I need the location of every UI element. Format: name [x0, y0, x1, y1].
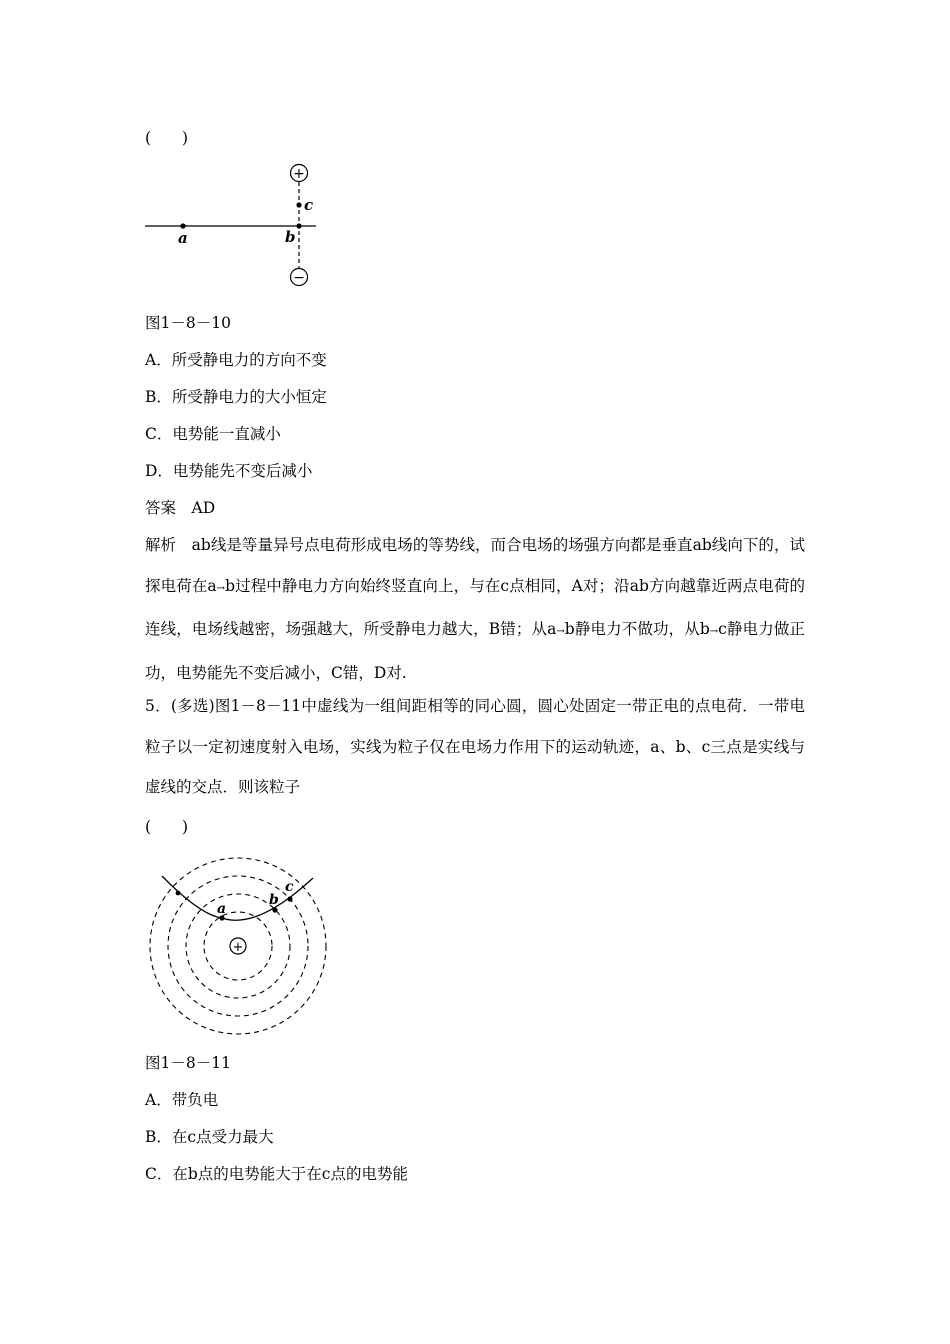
q4-analysis — [145, 525, 805, 693]
analysis-part-2: b过程中静电力方向始终竖直向上，与在c点相同，A对；沿ab方向越靠近两点电荷的连线，电场线越密，场强越大，所受静电力越大，B错；从a — [145, 576, 805, 638]
q4-answer-paren: ( ) — [145, 129, 189, 147]
arrow-icon: → — [216, 582, 226, 594]
center-charge-sign: + — [232, 940, 244, 955]
figure-caption-1-8-11: 图1－8－11 — [145, 1054, 231, 1072]
label-b: b — [269, 892, 279, 908]
q4-option-a: A．所受静电力的方向不变 — [145, 351, 327, 369]
entry-point — [176, 891, 181, 896]
point-b — [272, 907, 277, 912]
q5-stem: 5．(多选)图1－8－11中虚线为一组间距相等的同心圆，圆心处固定一带正电的点电荷．一带电粒子以一定初速度射入电场，实线为粒子仅在电场力作用下的运动轨迹，a、b、c三点是实线与虚线的交点．则该粒子 — [145, 697, 805, 796]
figure-caption-1-8-10: 图1－8－10 — [145, 314, 231, 332]
label-c: c — [285, 879, 294, 895]
q4-answer: 答案 AD — [145, 499, 216, 517]
q4-option-b: B．所受静电力的大小恒定 — [145, 388, 327, 406]
q5-answer-paren: ( ) — [145, 818, 189, 836]
arrow-icon: → — [556, 626, 565, 637]
q4-option-c: C．电势能一直减小 — [145, 425, 281, 443]
label-a: a — [178, 229, 188, 247]
point-b — [296, 223, 301, 228]
analysis-part-3: b静电力不做功，从b — [564, 620, 710, 638]
label-b: b — [285, 228, 296, 246]
analysis-part-4: c静电力做正功，电势能先不变后减小，C错，D对. — [145, 620, 805, 682]
positive-charge-sign: + — [293, 166, 305, 182]
q4-option-d: D．电势能先不变后减小 — [145, 462, 313, 480]
point-a — [180, 223, 185, 228]
label-c: c — [304, 196, 314, 214]
figure-1-8-11 — [145, 850, 335, 1040]
q5-option-c: C．在b点的电势能大于在c点的电势能 — [145, 1165, 408, 1183]
point-c — [296, 202, 301, 207]
q5-option-a: A．带负电 — [145, 1091, 219, 1109]
point-c — [287, 896, 292, 901]
q5-option-b: B．在c点受力最大 — [145, 1128, 274, 1146]
analysis-part-1: 解析 ab线是等量异号点电荷形成电场的等势线，而合电场的场强方向都是垂直ab线向下的，试探电荷在a — [145, 536, 805, 595]
negative-charge-sign: − — [293, 270, 305, 286]
arrow-icon: → — [709, 626, 719, 637]
figure-1-8-10 — [140, 158, 340, 293]
label-a: a — [217, 901, 227, 917]
